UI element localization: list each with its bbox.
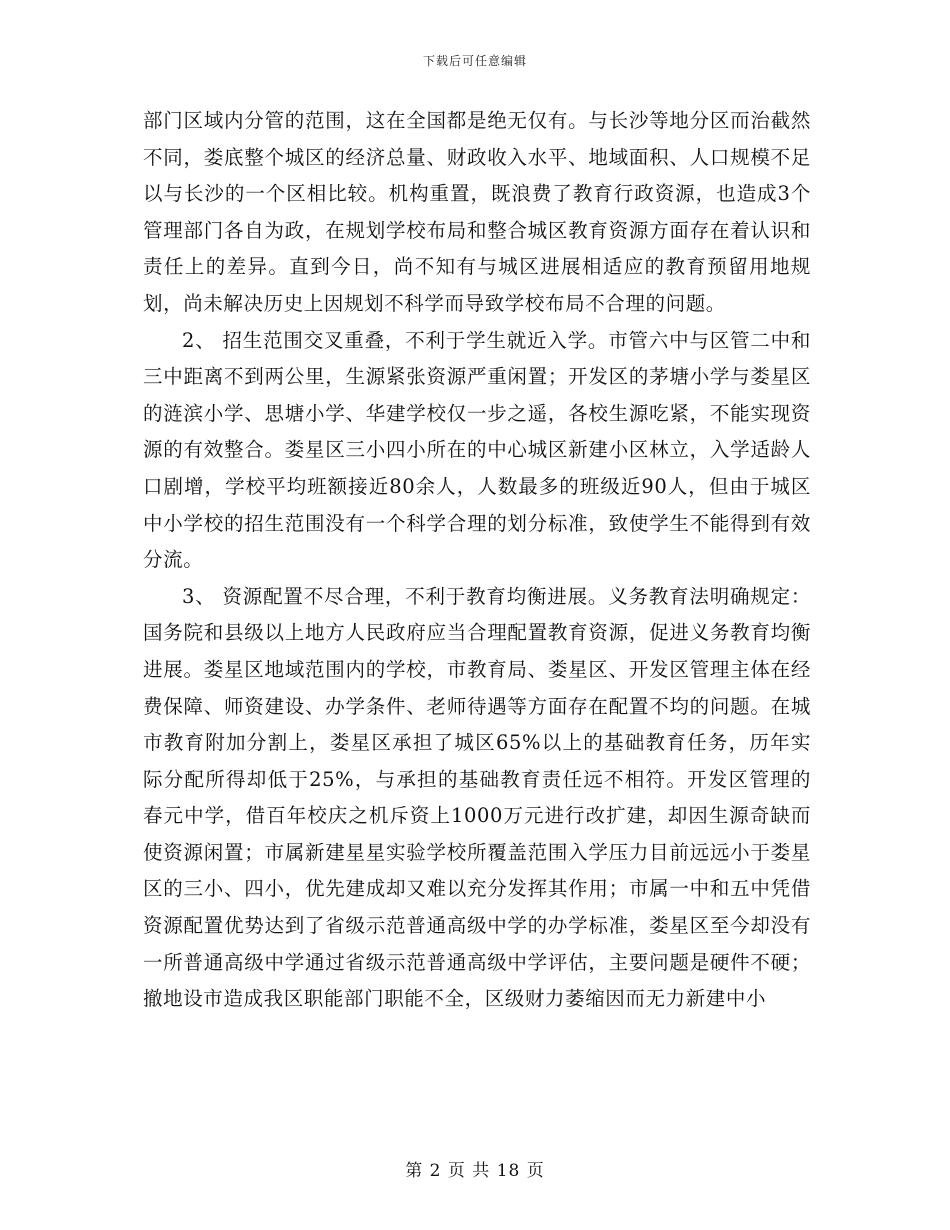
paragraph-enrollment-overlap: 2、 招生范围交叉重叠，不利于学生就近入学。市管六中与区管二中和三中距离不到两公里，生源紧张资源严重闲置；开发区的茅塘小学与娄星区的涟滨小学、思塘小学、华建学校仅一步之遥，各校生源吃紧，不能实现资源的有效整合。娄星区三小四小所在的中心城区新建小区林立，入学适龄人口剧增，学校平均班额接近80余人，人数最多的班级近90人，但由于城区中小学校的招生范围没有一个科学合理的划分标准，致使学生不能得到有效分流。 — [143, 328, 811, 572]
document-body — [143, 103, 811, 1018]
page-footer: 第 2 页 共 18 页 — [405, 1161, 545, 1181]
page-header: 下载后可任意编辑 — [422, 54, 527, 68]
paragraph-continuation: 部门区域内分管的范围，这在全国都是绝无仅有。与长沙等地分区而治截然不同，娄底整个城区的经济总量、财政收入水平、地域面积、人口规模不足以与长沙的一个区相比较。机构重置，既浪费了教育行政资源，也造成3个管理部门各自为政，在规划学校布局和整合城区教育资源方面存在着认识和责任上的差异。直到今日，尚不知有与城区进展相适应的教育预留用地规划，尚未解决历史上因规划不科学而导致学校布局不合理的问题。 — [143, 109, 811, 315]
paragraph-resource-allocation: 3、 资源配置不尽合理，不利于教育均衡进展。义务教育法明确规定：国务院和县级以上地方人民政府应当合理配置教育资源，促进义务教育均衡进展。娄星区地域范围内的学校，市教育局、娄星区、开发区管理主体在经费保障、师资建设、办学条件、老师待遇等方面存在配置不均的问题。在城市教育附加分割上，娄星区承担了城区65%以上的基础教育任务，历年实际分配所得却低于25%，与承担的基础教育责任远不相符。开发区管理的春元中学，借百年校庆之机斥资上1000万元进行改扩建，却因生源奇缺而使资源闲置；市属新建星星实验学校所覆盖范围入学压力目前远远小于娄星区的三小、四小，优先建成却又难以充分发挥其作用；市属一中和五中凭借资源配置优势达到了省级示范普通高级中学的办学标准，娄星区至今却没有一所普通高级中学通过省级示范普通高级中学评估，主要问题是硬件不硬；撤地设市造成我区职能部门职能不全，区级财力萎缩因而无力新建中小 — [143, 584, 811, 1011]
